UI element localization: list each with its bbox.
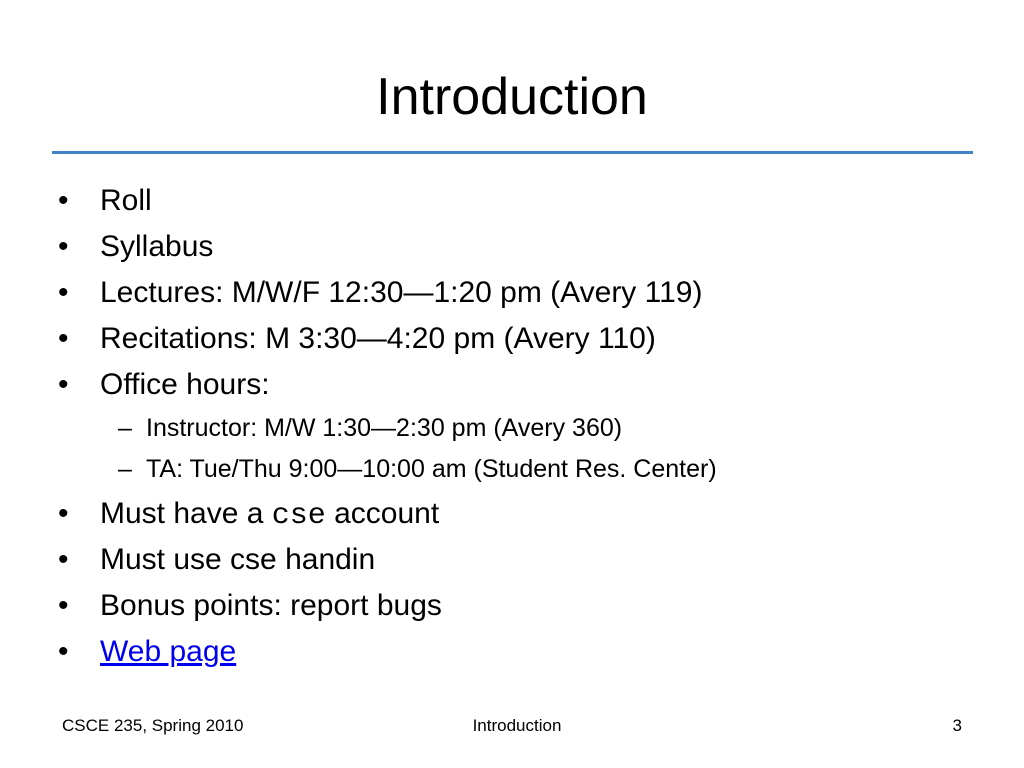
list-item-text: Bonus points: report bugs — [100, 589, 442, 622]
bullet-icon: • — [58, 635, 69, 668]
sub-list-item — [118, 408, 622, 448]
footer-title: Introduction — [472, 716, 562, 735]
sub-list-item-text: Instructor: M/W 1:30—2:30 pm (Avery 360) — [146, 414, 623, 442]
bullet-icon: • — [58, 184, 69, 217]
list-item-text-before: Must have a — [100, 497, 272, 530]
list-item-text: Office hours: — [100, 368, 270, 401]
bullet-icon: • — [58, 543, 69, 576]
code-text: cse — [271, 499, 326, 533]
bullet-icon: • — [58, 589, 69, 622]
dash-icon: – — [118, 414, 132, 442]
list-item-text: Recitations: M 3:30—4:20 pm (Avery 110) — [100, 322, 656, 355]
bullet-icon: • — [58, 322, 69, 355]
slide-title: Introduction — [376, 68, 648, 126]
list-item — [58, 362, 270, 408]
list-item — [58, 224, 213, 270]
list-item — [58, 583, 442, 629]
list-item — [58, 316, 656, 362]
sub-list-item — [118, 449, 717, 489]
bullet-icon: • — [58, 497, 69, 530]
list-item — [58, 178, 152, 224]
list-item — [58, 270, 702, 316]
bullet-icon: • — [58, 368, 69, 401]
slide-number: 3 — [952, 716, 962, 735]
list-item-text: Syllabus — [100, 230, 214, 263]
list-item — [58, 491, 439, 539]
bullet-icon: • — [58, 230, 69, 263]
list-item-text: Lectures: M/W/F 12:30—1:20 pm (Avery 119) — [100, 276, 703, 309]
title-divider — [52, 151, 973, 154]
bullet-icon: • — [58, 276, 69, 309]
list-item-text: Roll — [100, 184, 152, 217]
list-item-text-after: account — [325, 497, 440, 530]
dash-icon: – — [118, 455, 132, 483]
list-item — [58, 537, 375, 583]
sub-list-item-text: TA: Tue/Thu 9:00—10:00 am (Student Res. Center) — [146, 455, 717, 483]
web-page-link[interactable]: Web page — [100, 635, 237, 668]
footer-course: CSCE 235, Spring 2010 — [62, 716, 244, 735]
list-item-text: Must use cse handin — [100, 543, 376, 576]
list-item — [58, 629, 236, 675]
